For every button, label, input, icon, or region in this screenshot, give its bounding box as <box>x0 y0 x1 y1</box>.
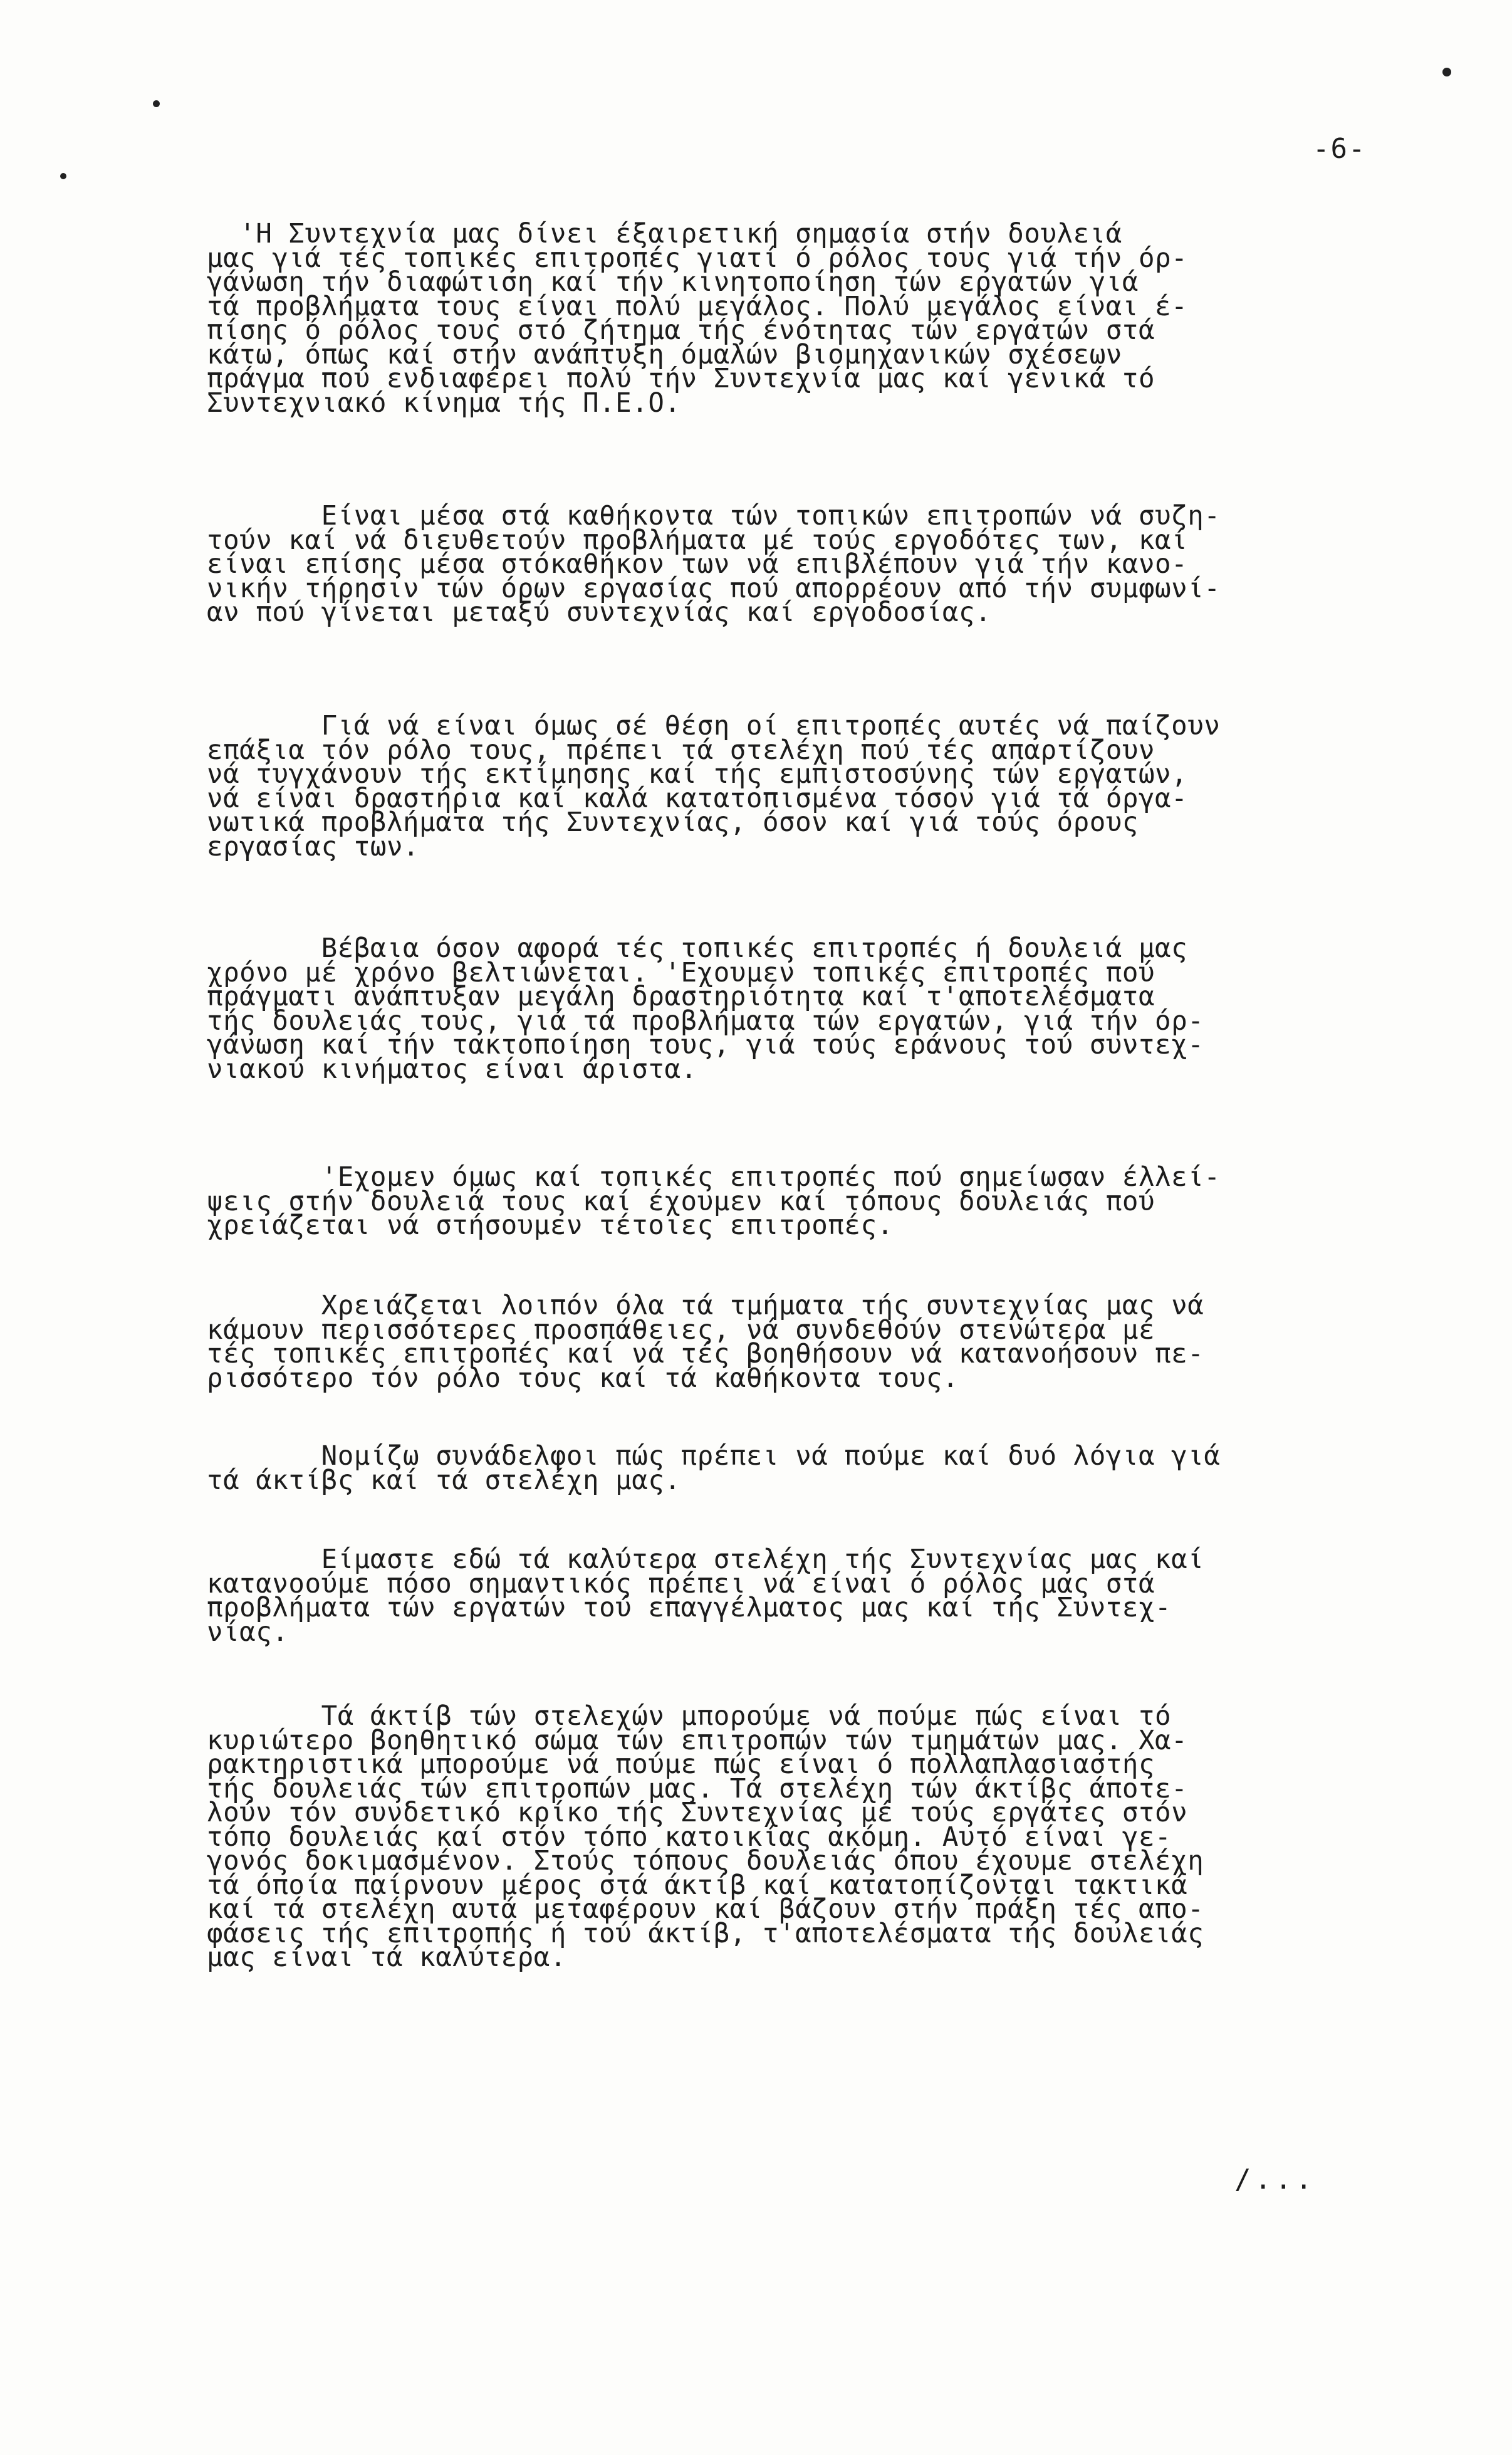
page-number: -6- <box>1313 133 1367 165</box>
text-line: εργασίας των. <box>207 831 420 862</box>
text-line: ρακτηριστικά μπορούμε νά πούμε πώς είναι ό πολλαπλασιαστής <box>207 1749 1155 1780</box>
scan-speck <box>60 173 66 179</box>
text-line: είναι επίσης μέσα στόκαθήκον των νά επιβλέπουν γιά τήν κανο- <box>207 549 1188 580</box>
text-line: νωτικά προβλήματα τής Συντεχνίας, όσον καί γιά τούς όρους <box>207 807 1139 838</box>
text-line: πίσης ό ρόλος τους στό ζήτημα τής ένότητας τών εργατών στά <box>207 315 1155 346</box>
paragraph <box>207 1544 1385 1648</box>
text-line: γονός δοκιμασμένον. Στούς τόπους δουλειάς όπου έχουμε στελέχη <box>207 1846 1204 1877</box>
text-line: χρόνο μέ χρόνο βελτιώνεται. 'Εχουμεν τοπικές επιτροπές πού <box>207 957 1155 988</box>
text-line: Βέβαια όσον αφορά τές τοπικές επιτροπές ή δουλειά μας <box>207 933 1188 964</box>
text-line: νά τυγχάνουν τής εκτίμησης καί τής εμπιστοσύνης τών εργατών, <box>207 759 1188 790</box>
text-line: τά προβλήματα τους είναι πολύ μεγάλος. Πολύ μεγάλος είναι έ- <box>207 291 1188 322</box>
text-line: Χρειάζεται λοιπόν όλα τά τμήματα τής συντεχνίας μας νά <box>207 1290 1204 1321</box>
text-line: Είμαστε εδώ τά καλύτερα στελέχη τής Συντεχνίας μας καί <box>207 1544 1204 1575</box>
text-line: τής δουλειάς τους, γιά τά προβλήματα τών εργατών, γιά τήν όρ- <box>207 1005 1204 1037</box>
paragraph <box>207 1701 1385 1973</box>
text-line: τά όποία παίρνουν μέρος στά άκτίβ καί κατατοπίζονται τακτικά <box>207 1870 1188 1901</box>
paragraph <box>207 219 1385 419</box>
text-line: κυριώτερο βοηθητικό σώμα τών επιτροπών τών τμημάτων μας. Χα- <box>207 1725 1188 1756</box>
text-line: 'Η Συντεχνία μας δίνει έξαιρετική σημασία στήν δουλειά <box>207 219 1122 249</box>
text-line: Συντεχνιακό κίνημα τής Π.Ε.Ο. <box>207 387 681 419</box>
text-line: γάνωση τήν διαφώτιση καί τήν κινητοποίηση τών εργατών γιά <box>207 267 1139 298</box>
text-line: ψεις στήν δουλειά τους καί έχουμεν καί τόπους δουλειάς πού <box>207 1186 1155 1217</box>
text-line: νά είναι δραστήρια καί καλά κατατοπισμένα τόσον γιά τά όργα- <box>207 783 1188 814</box>
paragraph <box>207 933 1385 1085</box>
paragraph <box>207 1162 1385 1241</box>
text-line: πράγμα πού ενδιαφέρει πολύ τήν Συντεχνία μας καί γενικά τό <box>207 364 1155 394</box>
scan-speck <box>153 100 160 107</box>
text-line: 'Εχομεν όμως καί τοπικές επιτροπές πού σημείωσαν έλλεί- <box>207 1162 1221 1193</box>
text-line: Γιά νά είναι όμως σέ θέση οί επιτροπές αυτές νά παίζουν <box>207 711 1221 741</box>
text-line: τόπο δουλειάς καί στόν τόπο κατοικίας ακόμη. Αυτό είναι γε- <box>207 1821 1172 1853</box>
text-line: γάνωση καί τήν τακτοποίηση τους, γιά τούς εράνους τού συντεχ- <box>207 1030 1204 1060</box>
text-line: μας είναι τά καλύτερα. <box>207 1942 566 1973</box>
paragraph <box>207 501 1385 628</box>
text-line: κάτω, όπως καί στήν ανάπτυξη όμαλών βιομηχανικών σχέσεων <box>207 339 1122 370</box>
text-line: νιακού κινήματος είναι άριστα. <box>207 1054 697 1085</box>
text-line: φάσεις τής επιτροπής ή τού άκτίβ, τ'αποτελέσματα τής δουλειάς <box>207 1918 1204 1949</box>
text-line: Νομίζω συνάδελφοι πώς πρέπει νά πούμε καί δυό λόγια γιά <box>207 1441 1221 1472</box>
text-line: Είναι μέσα στά καθήκοντα τών τοπικών επιτροπών νά συζη- <box>207 501 1221 531</box>
text-line: κατανοούμε πόσο σημαντικός πρέπει νά είναι ό ρόλος μας στά <box>207 1568 1155 1599</box>
text-line: τούν καί νά διευθετούν προβλήματα μέ τούς εργοδότες των, καί <box>207 525 1188 556</box>
text-line: κάμουν περισσότερες προσπάθειες, νά συνδεθούν στενώτερα μέ <box>207 1314 1155 1346</box>
text-line: προβλήματα τών εργατών τού επαγγέλματος μας καί τής Συντεχ- <box>207 1593 1172 1623</box>
text-line: τής δουλειάς τών επιτροπών μας. Τά στελέχη τών άκτίβς άποτε- <box>207 1773 1188 1804</box>
paragraph <box>207 711 1385 862</box>
text-line: αν πού γίνεται μεταξύ συντεχνίας καί εργοδοσίας. <box>207 597 992 628</box>
text-line: νικήν τήρησιν τών όρων εργασίας πού απορρέουν από τήν συμφωνί- <box>207 573 1221 604</box>
text-line: μας γιά τές τοπικές επιτροπές γιατί ό ρόλος τους γιά τήν όρ- <box>207 243 1188 274</box>
text-line: Τά άκτίβ τών στελεχών μπορούμε νά πούμε πώς είναι τό <box>207 1701 1172 1732</box>
text-line: νίας. <box>207 1616 289 1648</box>
text-line: τά άκτίβς καί τά στελέχη μας. <box>207 1465 681 1496</box>
text-line: τές τοπικές επιτροπές καί νά τές βοηθήσουν νά κατανοήσουν πε- <box>207 1339 1204 1369</box>
text-line: επάξια τόν ρόλο τους, πρέπει τά στελέχη πού τές απαρτίζουν <box>207 735 1155 766</box>
paragraph <box>207 1441 1385 1496</box>
text-line: χρειάζεται νά στήσουμεν τέτοιες επιτροπές. <box>207 1210 894 1241</box>
paragraph <box>207 1290 1385 1394</box>
text-line: πράγματι ανάπτυξαν μεγάλη δραστηριότητα καί τ'αποτελέσματα <box>207 981 1155 1012</box>
text-line: καί τά στελέχη αυτά μεταφέρουν καί βάζουν στήν πράξη τές απο- <box>207 1894 1204 1925</box>
continuation-mark: /... <box>1234 2164 1316 2196</box>
text-line: ρισσότερο τόν ρόλο τους καί τά καθήκοντα τους. <box>207 1363 959 1394</box>
scan-speck <box>1442 68 1451 76</box>
text-line: λούν τόν συνδετικό κρίκο τής Συντεχνίας μέ τούς εργάτες στόν <box>207 1798 1188 1828</box>
